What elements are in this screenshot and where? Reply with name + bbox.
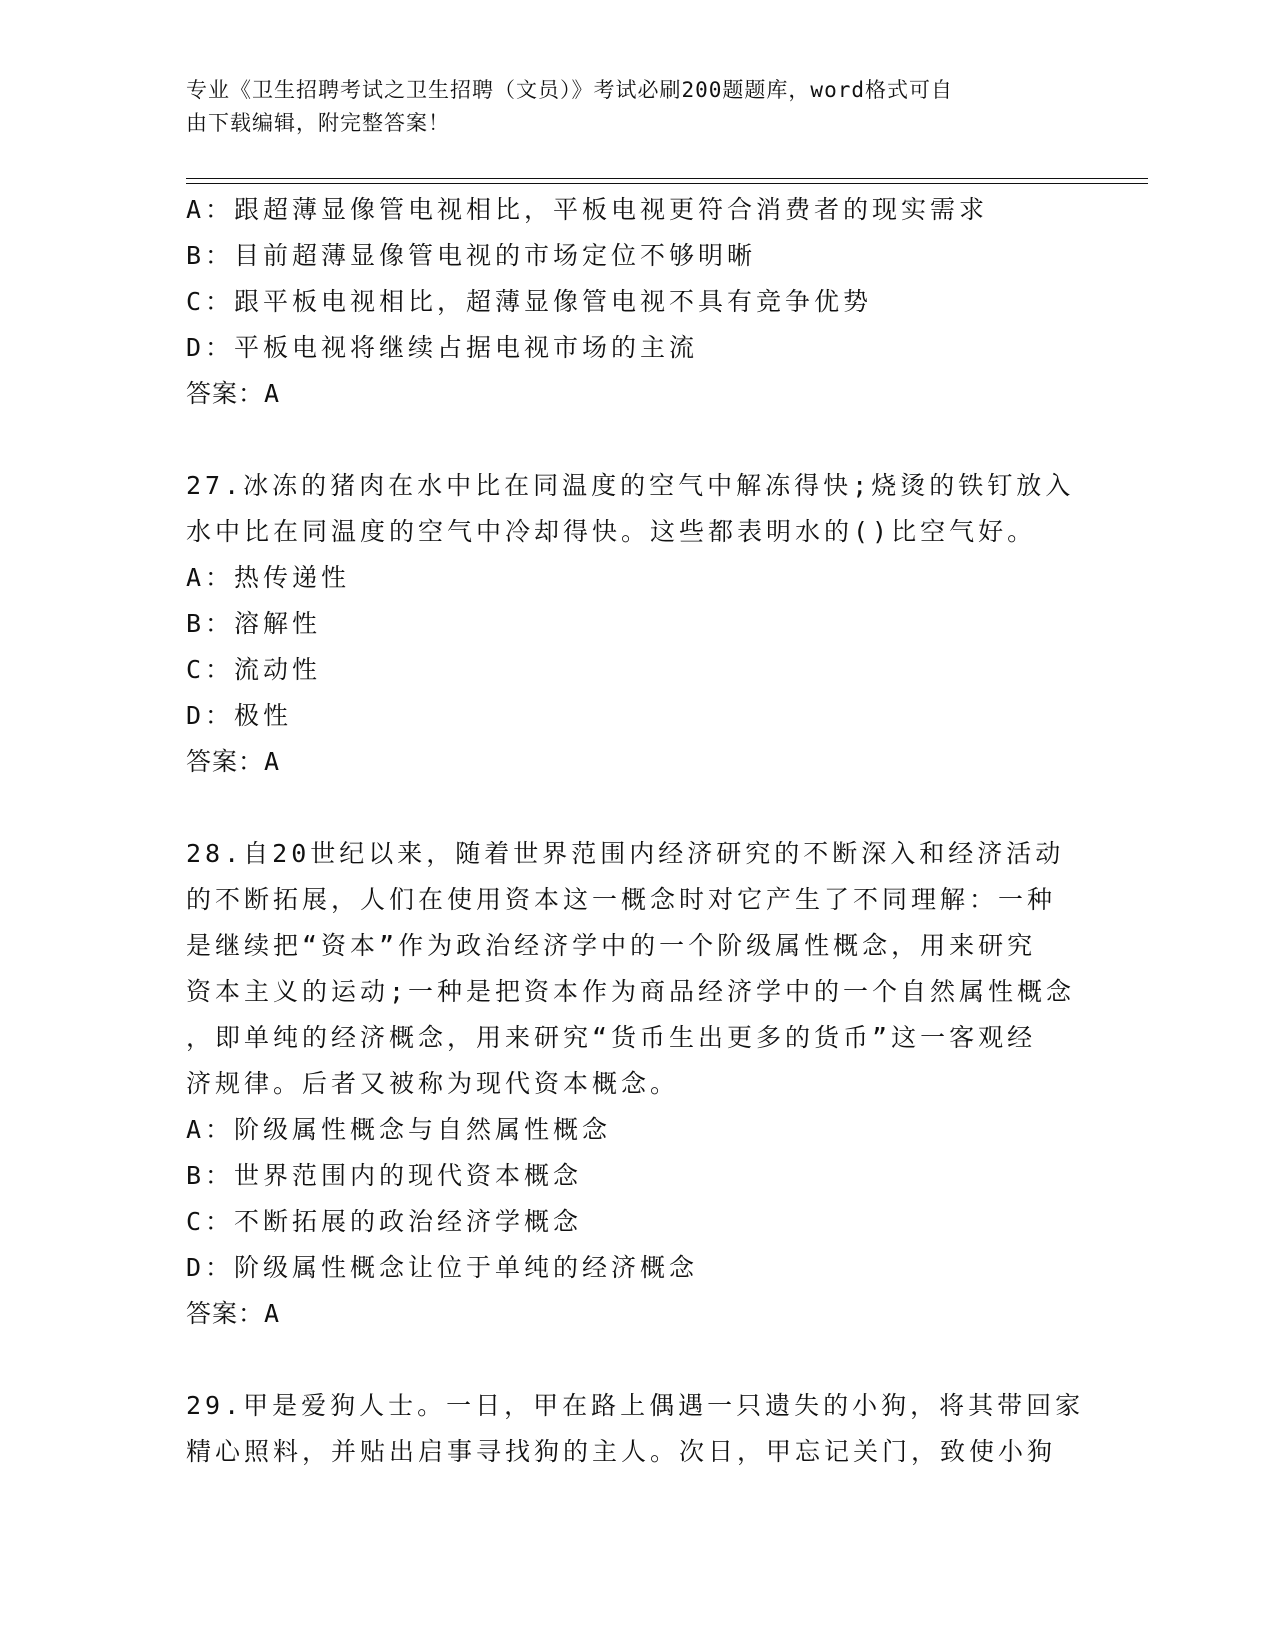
question-stem-line: 是继续把“资本”作为政治经济学中的一个阶级属性概念，用来研究 — [186, 931, 1037, 960]
question-stem-line: 水中比在同温度的空气中冷却得快。这些都表明水的()比空气好。 — [186, 517, 1037, 546]
question-stem-line: 济规律。后者又被称为现代资本概念。 — [186, 1069, 680, 1098]
answer-line: 答案：A — [186, 379, 281, 408]
option-a: A：跟超薄显像管电视相比，平板电视更符合消费者的现实需求 — [186, 195, 989, 224]
question-stem-line: 29.甲是爱狗人士。一日，甲在路上偶遇一只遗失的小狗，将其带回家 — [186, 1391, 1085, 1420]
option-a: A：热传递性 — [186, 563, 351, 592]
document-body — [186, 187, 1086, 1475]
question-stem-line: 资本主义的运动;一种是把资本作为商品经济学中的一个自然属性概念 — [186, 977, 1076, 1006]
option-d: D：阶级属性概念让位于单纯的经济概念 — [186, 1253, 699, 1282]
header-rule-top — [186, 178, 1148, 179]
question-29 — [186, 1383, 1086, 1475]
question-26 — [186, 187, 1086, 417]
option-c: C：跟平板电视相比，超薄显像管电视不具有竞争优势 — [186, 287, 873, 316]
header-line-2: 由下载编辑，附完整答案！ — [186, 111, 450, 135]
option-a: A：阶级属性概念与自然属性概念 — [186, 1115, 612, 1144]
option-b: B：目前超薄显像管电视的市场定位不够明晰 — [186, 241, 757, 270]
answer-line: 答案：A — [186, 747, 281, 776]
question-stem-line: 27.冰冻的猪肉在水中比在同温度的空气中解冻得快;烧烫的铁钉放入 — [186, 471, 1075, 500]
option-c: C：流动性 — [186, 655, 322, 684]
question-28 — [186, 831, 1086, 1337]
option-d: D：极性 — [186, 701, 293, 730]
option-c: C：不断拓展的政治经济学概念 — [186, 1207, 583, 1236]
question-stem-line: 精心照料，并贴出启事寻找狗的主人。次日，甲忘记关门，致使小狗 — [186, 1437, 1057, 1466]
spacer — [186, 785, 1086, 831]
spacer — [186, 417, 1086, 463]
answer-line: 答案：A — [186, 1299, 281, 1328]
question-27 — [186, 463, 1086, 785]
document-header — [186, 74, 1066, 140]
spacer — [186, 1337, 1086, 1383]
question-stem-line: ，即单纯的经济概念，用来研究“货币生出更多的货币”这一客观经 — [186, 1023, 1037, 1052]
question-stem-line: 的不断拓展，人们在使用资本这一概念时对它产生了不同理解：一种 — [186, 885, 1057, 914]
question-stem-line: 28.自20世纪以来，随着世界范围内经济研究的不断深入和经济活动 — [186, 839, 1065, 868]
option-d: D：平板电视将继续占据电视市场的主流 — [186, 333, 699, 362]
option-b: B：世界范围内的现代资本概念 — [186, 1161, 583, 1190]
option-b: B：溶解性 — [186, 609, 322, 638]
header-rule-bottom — [186, 183, 1148, 184]
header-line-1: 专业《卫生招聘考试之卫生招聘（文员）》考试必刷200题题库，word格式可自 — [186, 78, 953, 102]
